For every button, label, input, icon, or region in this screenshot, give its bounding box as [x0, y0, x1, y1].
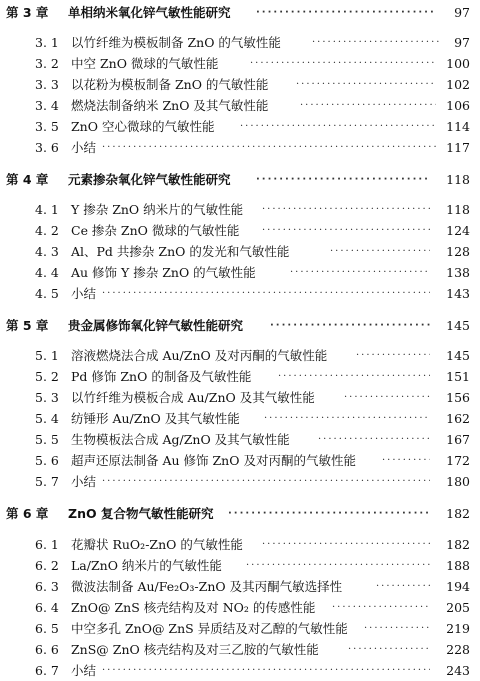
page-number: 156 — [446, 390, 470, 405]
dot-leader — [278, 367, 430, 387]
section-number: 5. 3 — [35, 390, 59, 405]
page-number: 118 — [446, 172, 470, 187]
toc-entry — [0, 346, 480, 366]
toc-entry — [0, 640, 480, 660]
dot-leader — [262, 221, 430, 241]
page-number: 97 — [454, 5, 470, 20]
section-number: 6. 7 — [35, 663, 59, 678]
section-number: 6. 5 — [35, 621, 59, 636]
section-title: 以竹纤维为模板合成 Au/ZnO 及其气敏性能 — [71, 390, 315, 405]
section-title: Ce 掺杂 ZnO 微球的气敏性能 — [71, 223, 240, 238]
section-number: 6. 1 — [35, 537, 59, 552]
chapter-heading — [0, 504, 480, 524]
page-number: 114 — [446, 119, 470, 134]
section-title: Y 掺杂 ZnO 纳米片的气敏性能 — [71, 202, 244, 217]
section-title: 超声还原法制备 Au 修饰 ZnO 及对丙酮的气敏性能 — [71, 453, 356, 468]
chapter-heading — [0, 3, 480, 23]
page-number: 100 — [446, 56, 470, 71]
section-number: 4. 2 — [35, 223, 59, 238]
page-number: 188 — [446, 558, 470, 573]
page-number: 102 — [446, 77, 470, 92]
chapter-title: ZnO 复合物气敏性能研究 — [68, 506, 214, 521]
page-number: 194 — [446, 579, 470, 594]
toc-entry — [0, 200, 480, 220]
toc-entry — [0, 242, 480, 262]
page-number: 124 — [446, 223, 470, 238]
page-number: 143 — [446, 286, 470, 301]
toc-entry — [0, 367, 480, 387]
dot-leader — [240, 117, 436, 137]
page-number: 180 — [446, 474, 470, 489]
section-number: 4. 1 — [35, 202, 59, 217]
toc-entry — [0, 556, 480, 576]
chapter-title: 单相纳米氧化锌气敏性能研究 — [68, 5, 231, 20]
dot-leader — [382, 451, 430, 471]
toc-entry — [0, 388, 480, 408]
dot-leader — [296, 75, 436, 95]
page-number: 172 — [446, 453, 470, 468]
toc-entry — [0, 117, 480, 137]
section-number: 4. 4 — [35, 265, 59, 280]
toc-entry — [0, 598, 480, 618]
section-number: 5. 4 — [35, 411, 59, 426]
dot-leader — [102, 472, 430, 492]
section-title: 溶液燃烧法合成 Au/ZnO 及对丙酮的气敏性能 — [71, 348, 328, 363]
section-title: 小结 — [71, 474, 97, 489]
dot-leader — [270, 316, 430, 336]
page-number: 219 — [446, 621, 470, 636]
section-title: 小结 — [71, 140, 97, 155]
dot-leader — [348, 640, 430, 660]
chapter-number: 第 6 章 — [6, 506, 49, 521]
page-number: 138 — [446, 265, 470, 280]
dot-leader — [356, 346, 430, 366]
page-number: 167 — [446, 432, 470, 447]
dot-leader — [330, 242, 430, 262]
section-number: 3. 1 — [35, 35, 59, 50]
chapter-number: 第 3 章 — [6, 5, 49, 20]
toc-entry — [0, 284, 480, 304]
dot-leader — [344, 388, 430, 408]
section-title: 以竹纤维为模板制备 ZnO 的气敏性能 — [71, 35, 281, 50]
page-number: 182 — [446, 506, 470, 521]
dot-leader — [318, 430, 430, 450]
section-number: 5. 7 — [35, 474, 59, 489]
page-number: 205 — [446, 600, 470, 615]
section-title: ZnO@ ZnS 核壳结构及对 NO₂ 的传感性能 — [71, 600, 316, 615]
page-number: 106 — [446, 98, 470, 113]
dot-leader — [250, 54, 436, 74]
page-number: 97 — [454, 35, 470, 50]
section-number: 5. 6 — [35, 453, 59, 468]
page-number: 117 — [446, 140, 470, 155]
dot-leader — [376, 577, 430, 597]
section-number: 3. 4 — [35, 98, 59, 113]
chapter-title: 元素掺杂氧化锌气敏性能研究 — [68, 172, 231, 187]
section-title: 小结 — [71, 286, 97, 301]
section-number: 3. 3 — [35, 77, 59, 92]
dot-leader — [246, 556, 430, 576]
section-number: 5. 5 — [35, 432, 59, 447]
page-number: 145 — [446, 348, 470, 363]
section-title: Au 修饰 Y 掺杂 ZnO 的气敏性能 — [71, 265, 256, 280]
section-title: ZnS@ ZnO 核壳结构及对三乙胺的气敏性能 — [71, 642, 319, 657]
toc-entry — [0, 75, 480, 95]
dot-leader — [102, 284, 430, 304]
chapter-heading — [0, 316, 480, 336]
dot-leader — [102, 138, 436, 158]
section-title: Pd 修饰 ZnO 的制备及气敏性能 — [71, 369, 252, 384]
toc-entry — [0, 263, 480, 283]
section-title: La/ZnO 纳米片的气敏性能 — [71, 558, 222, 573]
toc-entry — [0, 33, 480, 53]
chapter-number: 第 4 章 — [6, 172, 49, 187]
dot-leader — [300, 96, 436, 116]
section-number: 4. 3 — [35, 244, 59, 259]
page-number: 118 — [446, 202, 470, 217]
chapter-heading — [0, 170, 480, 190]
section-number: 6. 3 — [35, 579, 59, 594]
toc-entry — [0, 221, 480, 241]
section-title: 纺锤形 Au/ZnO 及其气敏性能 — [71, 411, 240, 426]
page-number: 145 — [446, 318, 470, 333]
section-title: 小结 — [71, 663, 97, 678]
toc-entry — [0, 430, 480, 450]
page-number: 228 — [446, 642, 470, 657]
section-number: 3. 5 — [35, 119, 59, 134]
toc-entry — [0, 138, 480, 158]
section-number: 3. 6 — [35, 140, 59, 155]
dot-leader — [312, 33, 440, 53]
dot-leader — [256, 3, 436, 23]
toc-entry — [0, 451, 480, 471]
dot-leader — [102, 661, 430, 681]
chapter-title: 贵金属修饰氧化锌气敏性能研究 — [68, 318, 244, 333]
toc-entry — [0, 661, 480, 681]
toc-entry — [0, 54, 480, 74]
section-title: 微波法制备 Au/Fe₂O₃-ZnO 及其丙酮气敏选择性 — [71, 579, 343, 594]
page-number: 128 — [446, 244, 470, 259]
section-number: 3. 2 — [35, 56, 59, 71]
dot-leader — [262, 535, 430, 555]
dot-leader — [256, 170, 430, 190]
toc-entry — [0, 619, 480, 639]
toc-entry — [0, 472, 480, 492]
page-number: 151 — [446, 369, 470, 384]
dot-leader — [264, 409, 430, 429]
toc-entry — [0, 96, 480, 116]
section-title: Al、Pd 共掺杂 ZnO 的发光和气敏性能 — [71, 244, 290, 259]
section-number: 6. 2 — [35, 558, 59, 573]
dot-leader — [262, 200, 430, 220]
dot-leader — [332, 598, 430, 618]
toc-entry — [0, 409, 480, 429]
dot-leader — [228, 504, 430, 524]
section-title: 以花粉为模板制备 ZnO 的气敏性能 — [71, 77, 269, 92]
section-number: 6. 6 — [35, 642, 59, 657]
section-number: 4. 5 — [35, 286, 59, 301]
page-number: 162 — [446, 411, 470, 426]
chapter-number: 第 5 章 — [6, 318, 49, 333]
section-title: 花瓣状 RuO₂-ZnO 的气敏性能 — [71, 537, 243, 552]
section-title: ZnO 空心微球的气敏性能 — [71, 119, 215, 134]
section-number: 5. 2 — [35, 369, 59, 384]
page-number: 243 — [446, 663, 470, 678]
section-title: 燃烧法制备纳米 ZnO 及其气敏性能 — [71, 98, 269, 113]
page-number: 182 — [446, 537, 470, 552]
dot-leader — [364, 619, 430, 639]
section-title: 中空 ZnO 微球的气敏性能 — [71, 56, 219, 71]
dot-leader — [290, 263, 430, 283]
section-number: 6. 4 — [35, 600, 59, 615]
toc-entry — [0, 535, 480, 555]
section-title: 中空多孔 ZnO@ ZnS 异质结及对乙醇的气敏性能 — [71, 621, 348, 636]
section-number: 5. 1 — [35, 348, 59, 363]
section-title: 生物模板法合成 Ag/ZnO 及其气敏性能 — [71, 432, 290, 447]
toc-entry — [0, 577, 480, 597]
